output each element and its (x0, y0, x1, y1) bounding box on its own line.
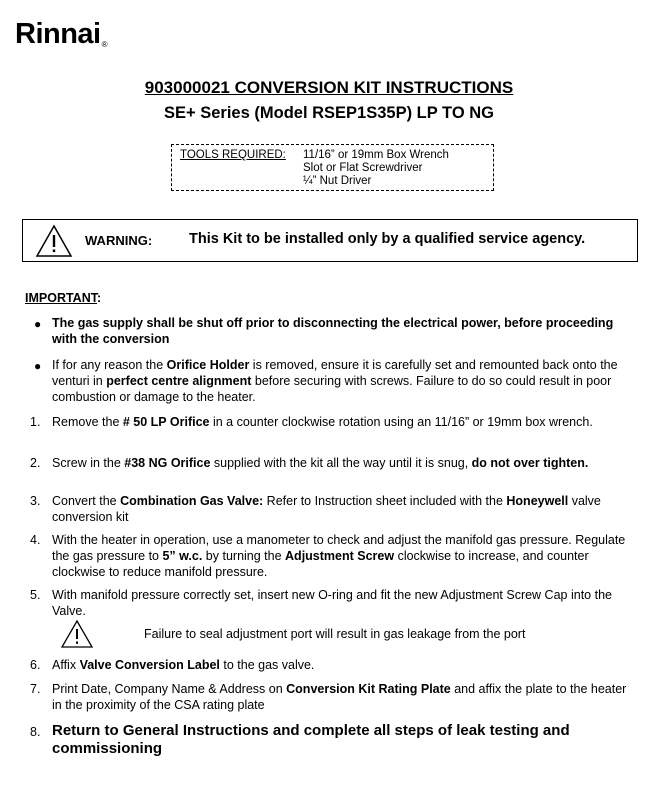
important-colon: : (97, 291, 102, 305)
bullet-item: The gas supply shall be shut off prior to disconnecting the electrical power, before proceeding with the conversion (52, 316, 614, 346)
warning-triangle-icon (60, 619, 94, 649)
warning-box (22, 219, 638, 262)
warning-label: WARNING: (85, 233, 153, 248)
step-number: 6. (30, 658, 41, 672)
step-item: Convert the Combination Gas Valve: Refer to Instruction sheet included with the Honeywell valve conversion kit (52, 494, 601, 524)
tools-required-box (171, 144, 494, 191)
warning-triangle-icon (35, 224, 73, 258)
step-number: 7. (30, 682, 41, 696)
step-number: 8. (30, 725, 41, 739)
step-item: Return to General Instructions and complete all steps of leak testing and commissioning (52, 722, 570, 757)
document-subtitle: SE+ Series (Model RSEP1S35P) LP TO NG (164, 104, 494, 122)
bullet-dot: ● (34, 359, 42, 373)
tool-item: 11/16” or 19mm Box Wrench (303, 149, 449, 161)
rinnai-logo (15, 20, 107, 49)
bullet-dot: ● (34, 317, 42, 331)
step-item: Screw in the #38 NG Orifice supplied with the kit all the way until it is snug, do not over tighten. (52, 456, 589, 470)
step-number: 1. (30, 415, 41, 429)
bullet-item: If for any reason the Orifice Holder is removed, ensure it is carefully set and remounted back onto the venturi in perfect centre alignment before securing with screws. Failure to do so could result in poor combustion or damage to the heater. (52, 358, 618, 404)
document-title: 903000021 CONVERSION KIT INSTRUCTIONS (144, 78, 514, 97)
important-heading (25, 291, 101, 305)
caution-note (60, 619, 620, 649)
step-item: Remove the # 50 LP Orifice in a counter clockwise rotation using an 11/16” or 19mm box wrench. (52, 415, 593, 429)
step-item: With manifold pressure correctly set, insert new O-ring and fit the new Adjustment Screw Cap into the Valve. (52, 588, 612, 618)
step-item: With the heater in operation, use a manometer to check and adjust the manifold gas pressure. Regulate the gas pressure to 5” w.c. by turning the Adjustment Screw clockwise to increase, and counter clockwise to reduce manifold pressure. (52, 533, 626, 579)
step-item: Print Date, Company Name & Address on Conversion Kit Rating Plate and affix the plate to the heater in the proximity of the CSA rating plate (52, 682, 627, 712)
caution-text: Failure to seal adjustment port will result in gas leakage from the port (144, 627, 526, 641)
brand-name: Rinnai (15, 18, 101, 50)
step-number: 5. (30, 588, 41, 602)
registered-mark: ® (101, 40, 108, 49)
important-label: IMPORTANT (25, 291, 97, 305)
tool-item: Slot or Flat Screwdriver (303, 162, 423, 174)
tools-list (303, 149, 449, 188)
tool-item: ¼” Nut Driver (303, 175, 372, 187)
step-number: 4. (30, 533, 41, 547)
step-item: Affix Valve Conversion Label to the gas valve. (52, 658, 315, 672)
tools-label: TOOLS REQUIRED: (180, 149, 286, 161)
step-number: 2. (30, 456, 41, 470)
warning-text: This Kit to be installed only by a qualified service agency. (189, 231, 586, 247)
step-number: 3. (30, 494, 41, 508)
